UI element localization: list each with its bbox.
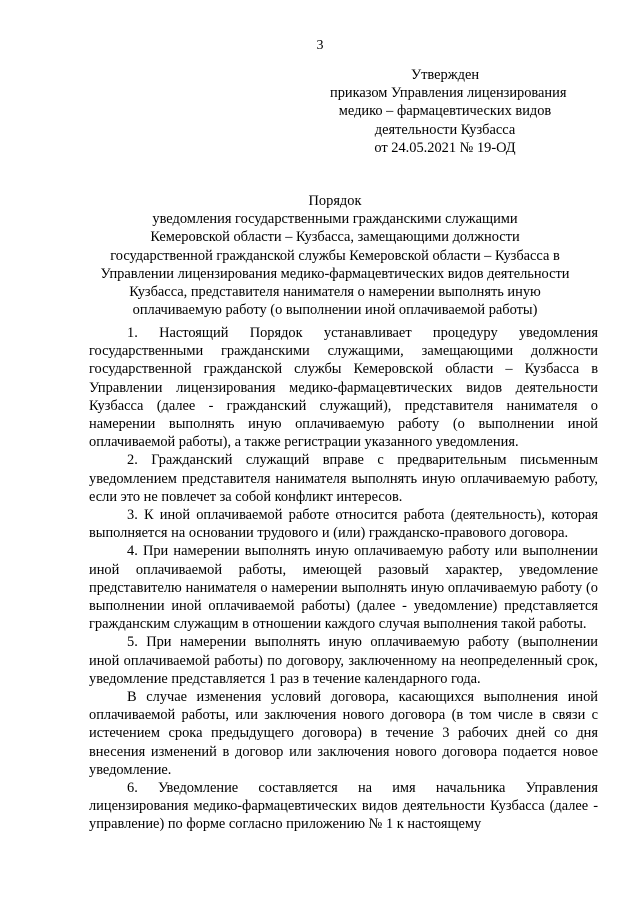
title-line: государственной гражданской службы Кемеровской области – Кузбасса в — [110, 247, 560, 264]
paragraph-5-continued: В случае изменения условий договора, касающихся выполнения иной оплачиваемой работы, или заключения нового договора (в том числе в связи с истечением срока предыдущего договора) в течение 3 рабочих дней со дня внесения изменений в договор или заключения нового договора подается новое уведомление. — [89, 689, 598, 778]
paragraph-3: 3. К иной оплачиваемой работе относится работа (деятельность), которая выполняется на основании трудового и (или) гражданско-правового договора. — [89, 507, 598, 542]
approval-line: Утвержден — [410, 67, 480, 83]
paragraph-4: 4. При намерении выполнять иную оплачиваемую работу или выполнении иной оплачиваемой работы, имеющей разовый характер, уведомление представителю нанимателя о намерении выполнять иную оплачиваемую работу (о выполнении иной оплачиваемой работы) (далее - уведомление) представляется гражданским служащим в отношении каждого случая выполнения такой работы. — [89, 543, 598, 633]
approval-line: деятельности Кузбасса — [374, 121, 516, 138]
title-line: Управлении лицензирования медико-фармацевтических видов деятельности — [100, 265, 570, 282]
document-title — [70, 192, 600, 319]
paragraph-6: 6. Уведомление составляется на имя начальника Управления лицензирования медико-фармацевтических видов деятельности Кузбасса (далее - управление) по форме согласно приложению № 1 к настоящему — [89, 780, 598, 833]
approval-stamp — [330, 66, 567, 157]
paragraph-1: 1. Настоящий Порядок устанавливает процедуру уведомления государственными гражданскими служащими, замещающими должности государственной гражданской службы Кемеровской области – Кузбасса в Управлении лицензирования медико-фармацевтических видов деятельности Кузбасса (далее - гражданский служащий), представителя нанимателя о намерении выполнять иную оплачиваемую работу (о выполнении иной оплачиваемой работы), а также регистрации указанного уведомления. — [89, 325, 598, 451]
paragraph-5: 5. При намерении выполнять иную оплачиваемую работу (выполнении иной оплачиваемой работы) по договору, заключенному на неопределенный срок, уведомление представляется 1 раз в течение календарного года. — [89, 634, 598, 687]
title-line: оплачиваемую работу (о выполнении иной оплачиваемой работы) — [132, 302, 538, 319]
document-body — [89, 324, 598, 834]
title-line: Кузбасса, представителя нанимателя о намерении выполнять иную — [129, 284, 541, 301]
approval-line: медико – фармацевтических видов — [338, 103, 552, 120]
title-line: уведомления государственными гражданскими служащими — [152, 211, 518, 228]
page-number: 3 — [316, 38, 324, 53]
title-heading: Порядок — [308, 193, 362, 209]
approval-line: от 24.05.2021 № 19-ОД — [374, 139, 516, 156]
approval-line: приказом Управления лицензирования — [330, 85, 567, 102]
title-line: Кемеровской области – Кузбасса, замещающими должности — [150, 229, 520, 246]
paragraph-2: 2. Гражданский служащий вправе с предварительным письменным уведомлением представителя нанимателя выполнять иную оплачиваемую работу, если это не повлечет за собой конфликт интересов. — [89, 452, 598, 505]
